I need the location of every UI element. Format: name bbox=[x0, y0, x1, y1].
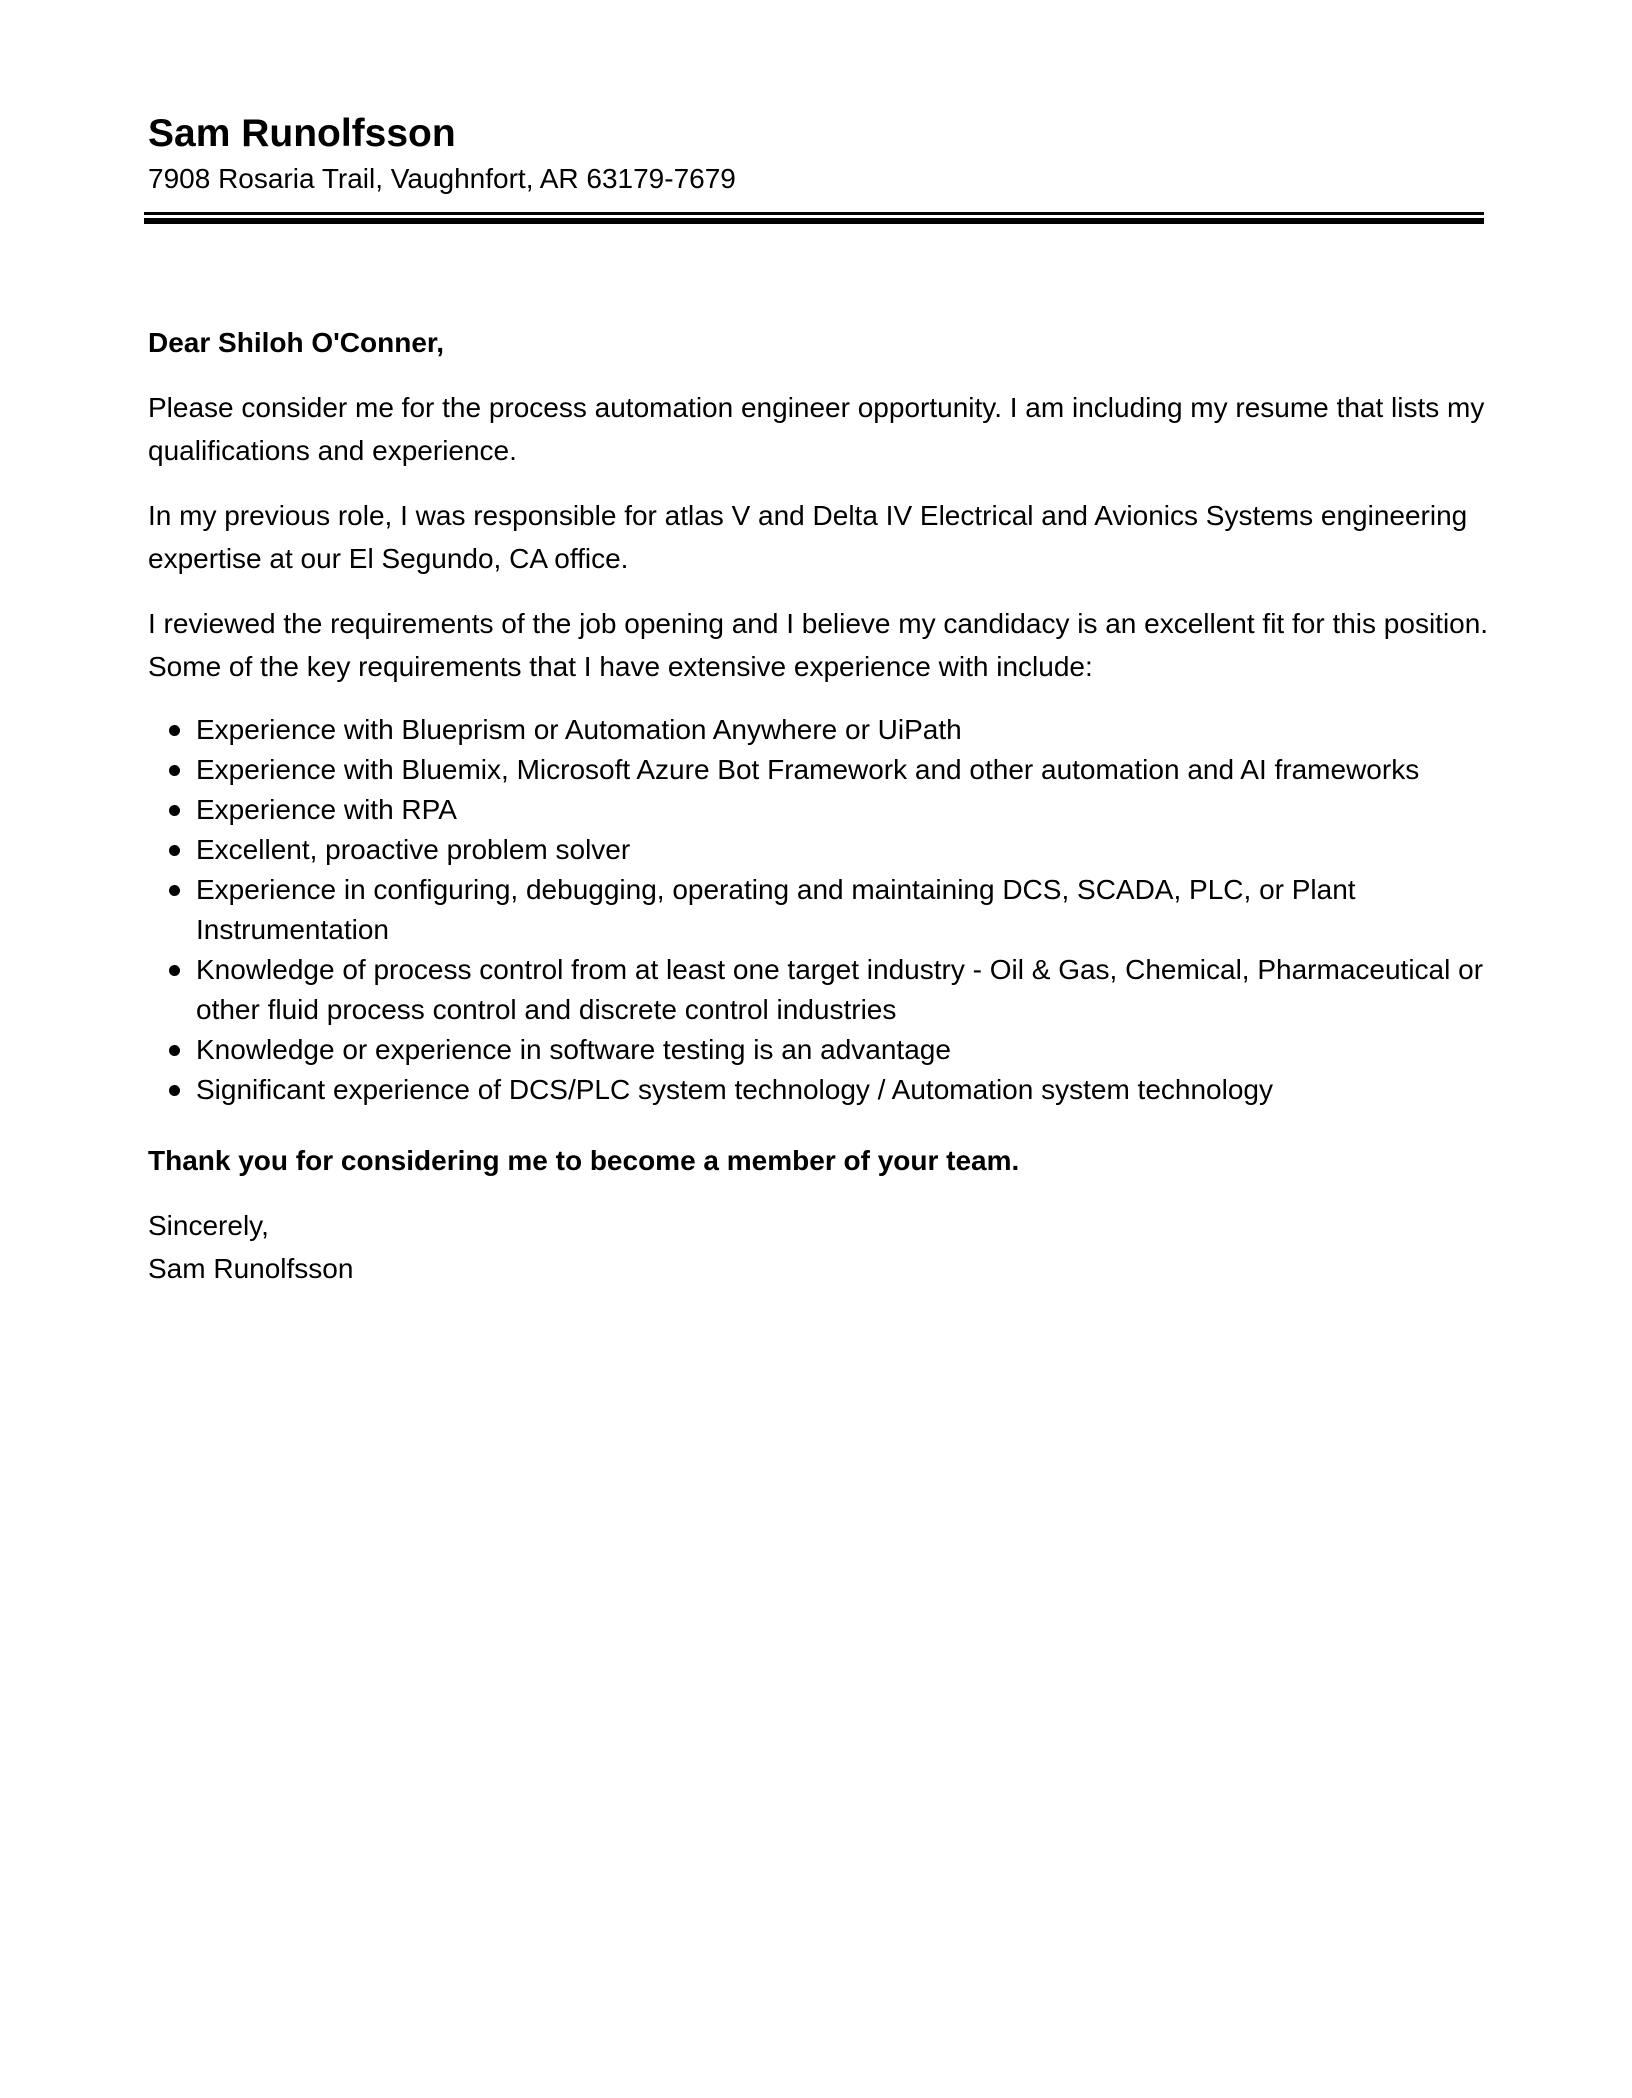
list-item-text: Excellent, proactive problem solver bbox=[196, 834, 631, 865]
letter-header bbox=[148, 110, 1488, 198]
requirements-list bbox=[148, 710, 1493, 1110]
divider-thick-line bbox=[144, 218, 1484, 224]
paragraph-intro: Please consider me for the process automation engineer opportunity. I am including my resume that lists my qualifications and experience. bbox=[148, 392, 1485, 466]
letter-body bbox=[148, 321, 1493, 1290]
divider-thin-line bbox=[144, 212, 1484, 215]
bullet-icon bbox=[169, 1085, 180, 1096]
list-item bbox=[148, 710, 1493, 750]
list-item bbox=[148, 1070, 1493, 1110]
sender-name: Sam Runolfsson bbox=[148, 112, 456, 155]
sender-address: 7908 Rosaria Trail, Vaughnfort, AR 63179-7679 bbox=[148, 163, 736, 194]
list-item-text: Experience with RPA bbox=[196, 794, 457, 825]
signoff-block bbox=[148, 1204, 1493, 1290]
list-item-text: Significant experience of DCS/PLC system technology / Automation system technology bbox=[196, 1074, 1273, 1105]
salutation: Dear Shiloh O'Conner, bbox=[148, 327, 445, 358]
list-item-text: Experience with Blueprism or Automation Anywhere or UiPath bbox=[196, 714, 962, 745]
list-item-text: Knowledge or experience in software testing is an advantage bbox=[196, 1034, 951, 1065]
list-item bbox=[148, 1030, 1493, 1070]
list-item bbox=[148, 830, 1493, 870]
bullet-icon bbox=[169, 805, 180, 816]
paragraph-requirements-intro: I reviewed the requirements of the job opening and I believe my candidacy is an excellent fit for this position. Some of the key requirements that I have extensive experience with include: bbox=[148, 608, 1489, 682]
signature: Sam Runolfsson bbox=[148, 1253, 354, 1284]
bullet-icon bbox=[169, 725, 180, 736]
closing-statement: Thank you for considering me to become a member of your team. bbox=[148, 1145, 1020, 1176]
list-item-text: Knowledge of process control from at least one target industry - Oil & Gas, Chemical, Pharmaceutical or other fluid process control and discrete control industries bbox=[196, 954, 1484, 1025]
list-item bbox=[148, 870, 1493, 950]
list-item-text: Experience in configuring, debugging, operating and maintaining DCS, SCADA, PLC, or Plant Instrumentation bbox=[196, 874, 1356, 945]
signoff: Sincerely, bbox=[148, 1210, 269, 1241]
bullet-icon bbox=[169, 885, 180, 896]
list-item-text: Experience with Bluemix, Microsoft Azure Bot Framework and other automation and AI frameworks bbox=[196, 754, 1420, 785]
paragraph-previous-role: In my previous role, I was responsible for atlas V and Delta IV Electrical and Avionics Systems engineering expertise at our El Segundo, CA office. bbox=[148, 500, 1468, 574]
bullet-icon bbox=[169, 1045, 180, 1056]
list-item bbox=[148, 950, 1493, 1030]
list-item bbox=[148, 750, 1493, 790]
bullet-icon bbox=[169, 845, 180, 856]
bullet-icon bbox=[169, 765, 180, 776]
header-divider bbox=[144, 212, 1484, 224]
bullet-icon bbox=[169, 965, 180, 976]
list-item bbox=[148, 790, 1493, 830]
